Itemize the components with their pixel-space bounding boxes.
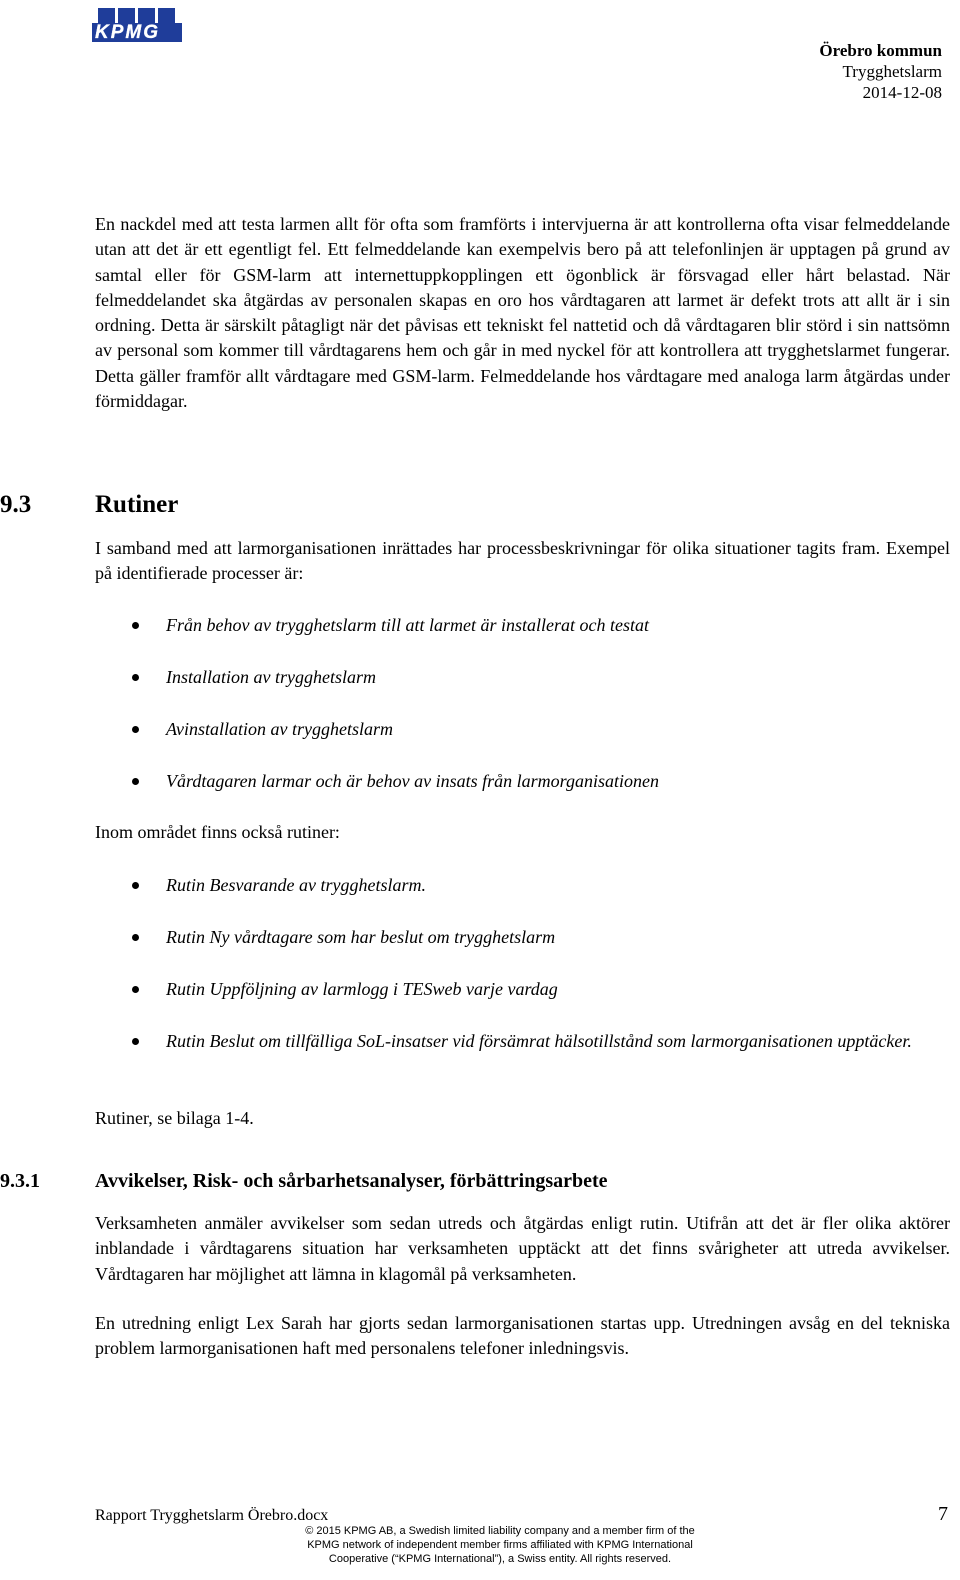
bullet-icon [132, 986, 139, 993]
bullet-icon [132, 1038, 139, 1045]
subsection-number: 9.3.1 [0, 1170, 40, 1192]
paragraph-text: Verksamheten anmäler avvikelser som sedan utreds och åtgärdas enligt rutin. Utifrån att det är fler olika aktörer inblandade i vårdtagarens situation har verksamheten upptäckt att det finns svårigheter att utreda avvikelser. Vårdtagaren har möjlighet att lämna in klagomål på verksamheten. [95, 1213, 950, 1284]
list-item-text: Från behov av trygghetslarm till att larmet är installerat och testat [166, 615, 649, 635]
kpmg-logo [92, 6, 182, 42]
list-item-text: Avinstallation av trygghetslarm [166, 719, 393, 739]
section-9-3-intro [95, 536, 950, 587]
list-item-text: Rutin Besvarande av trygghetslarm. [166, 875, 426, 895]
paragraph-text: En utredning enligt Lex Sarah har gjorts sedan larmorganisationen startas upp. Utredningen avsåg en del tekniska problem larmorganisationen haft med personalens telefoner inledningsvis. [95, 1313, 950, 1359]
list-item-text: Vårdtagaren larmar och är behov av insats från larmorganisationen [166, 771, 659, 791]
document-header [819, 40, 942, 103]
subsection-title: Avvikelser, Risk- och sårbarhetsanalyser, förbättringsarbete [95, 1170, 608, 1192]
page-number: 7 [938, 1503, 948, 1525]
bullet-icon [132, 934, 139, 941]
list-item-text: Rutin Ny vårdtagare som har beslut om trygghetslarm [166, 927, 556, 947]
section-number: 9.3 [0, 491, 32, 518]
header-organization: Örebro kommun [819, 41, 942, 60]
bullet-icon [132, 726, 139, 733]
bullet-icon [132, 778, 139, 785]
section-9-3-1-paragraph-2 [95, 1311, 950, 1362]
footer-filename: Rapport Trygghetslarm Örebro.docx [95, 1507, 329, 1524]
list-item-text: Installation av trygghetslarm [166, 667, 376, 687]
routines-intro-text: Inom området finns också rutiner: [95, 822, 340, 842]
routines-intro [95, 820, 950, 845]
kpmg-logo-graphic [92, 6, 182, 42]
appendix-note [95, 1106, 950, 1131]
bullet-icon [132, 674, 139, 681]
header-subtitle: Trygghetslarm [842, 62, 942, 81]
section-title: Rutiner [95, 491, 179, 518]
list-item-text: Rutin Beslut om tillfälliga SoL-insatser vid försämrat hälsotillstånd som larmorganisationen upptäcker. [166, 1031, 912, 1051]
copyright-line: Cooperative (“KPMG International”), a Swiss entity. All rights reserved. [328, 1553, 672, 1565]
list-item-text: Rutin Uppföljning av larmlogg i TESweb varje vardag [166, 979, 558, 999]
section-9-3-1-paragraph-1 [95, 1211, 950, 1287]
copyright-line: KPMG network of independent member firms affiliated with KPMG International [307, 1539, 693, 1551]
bullet-icon [132, 622, 139, 629]
kpmg-logo-text: KPMG [95, 22, 160, 42]
intro-section [95, 212, 950, 414]
bullet-icon [132, 882, 139, 889]
copyright-line: © 2015 KPMG AB, a Swedish limited liability company and a member firm of the [305, 1525, 695, 1537]
section-9-3-intro-text: I samband med att larmorganisationen inrättades har processbeskrivningar för olika situationer tagits fram. Exempel på identifierade processer är: [95, 538, 950, 584]
appendix-note-text: Rutiner, se bilaga 1-4. [95, 1108, 254, 1128]
copyright-notice [230, 1524, 770, 1566]
intro-paragraph: En nackdel med att testa larmen allt för ofta som framförts i intervjuerna är att kontrollerna ofta visar felmeddelande utan att det är ett egentligt fel. Ett felmeddelande kan exempelvis bero på att telefonlinjen är upptagen på grund av samtal eller för GSM-larm att internettuppkopplingen ett ögonblick är försvagad eller hårt belastad. När felmeddelandet ska åtgärdas av personalen skapas en oro hos vårdtagaren att larmet är defekt trots att allt är i sin ordning. Detta är särskilt påtagligt när det påvisas ett tekniskt fel nattetid och då vårdtagaren blir störd i sin nattsömn av personal som kommer till vårdtagarens hem och går in med nyckel för att kontrollera att trygghetslarmet fungerar. Detta gäller framför allt vårdtagare med GSM-larm. Felmeddelande hos vårdtagare med analoga larm åtgärdas under förmiddagar. [95, 214, 950, 412]
header-date: 2014-12-08 [862, 83, 942, 102]
